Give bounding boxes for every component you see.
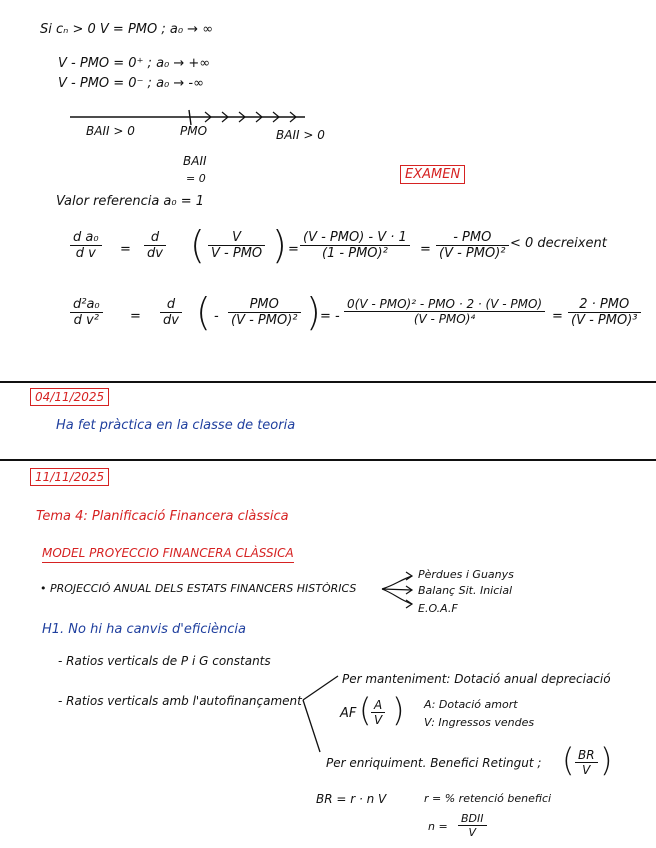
baii-value: = 0 [186, 172, 206, 185]
axis-right-label: BAII > 0 [276, 128, 325, 142]
ratio-autofin: - Ratios verticals amb l'autofinançament [58, 694, 302, 708]
model-title: MODEL PROYECCIO FINANCERA CLÀSSICA [42, 546, 294, 563]
branch-pyg: Pèrdues i Guanys [418, 568, 514, 581]
maintenance-line: Per manteniment: Dotació anual depreciació [342, 672, 611, 686]
af-label: AF [340, 706, 357, 721]
ratio-pyg: - Ratios verticals de P i G constants [58, 654, 271, 668]
eq1-equals-2: = [288, 242, 299, 257]
topic-title: Tema 4: Planificació Financera clàssica [36, 509, 289, 524]
date-tag-2: 11/11/2025 [30, 468, 109, 486]
af-fraction: $\frac{A}{V}$ [371, 698, 385, 727]
eq2-minus: - [214, 309, 219, 324]
br-open-paren: ( [562, 741, 575, 779]
exam-tag: EXAMEN [400, 165, 465, 184]
date-tag-1: 04/11/2025 [30, 388, 109, 406]
eq2-close-paren: ) [306, 290, 321, 334]
eq2-lhs: $\frac{\text{d²a₀}}{\text{d v²}}$ [70, 297, 103, 328]
eq2-step: 0(V - PMO)² - PMO · 2 · (V - PMO) (V - PMO)⁴ [344, 297, 545, 326]
limit-minus-line: V - PMO = 0⁻ ; a₀ → -∞ [58, 76, 204, 91]
branch-eoaf: E.O.A.F [418, 602, 458, 615]
eq1-result: - PMO (V - PMO)² [436, 230, 509, 261]
a-definition: A: Dotació amort [424, 698, 518, 711]
eq2-inner: PMO (V - PMO)² [228, 297, 301, 328]
eq1-lhs: $\frac{\text{d a₀}}{\text{d v}}$ [70, 230, 102, 261]
eq2-open-paren: ( [196, 290, 211, 334]
br-fraction: $\frac{BR}{V}$ [575, 748, 598, 777]
hypothesis-h1: H1. No hi ha canvis d'eficiència [42, 622, 246, 637]
axis-mid-label: PMO [180, 124, 208, 138]
eq2-equals-1: = [130, 309, 141, 324]
v-definition: V: Ingressos vendes [424, 716, 535, 729]
n-fraction: BDII V [458, 812, 487, 839]
eq2-equals-2: = [552, 309, 563, 324]
condition-line: Si cₙ > 0 V = PMO ; a₀ → ∞ [40, 22, 214, 37]
eq1-equals-1: = [120, 242, 131, 257]
enrichment-line: Per enriquiment. Benefici Retingut ; [326, 756, 542, 770]
af-close-paren: ) [392, 691, 405, 729]
limit-plus-line: V - PMO = 0⁺ ; a₀ → +∞ [58, 56, 211, 71]
practice-note: Ha fet pràctica en la classe de teoria [56, 418, 296, 433]
axis-left-label: BAII > 0 [86, 124, 135, 138]
reference-value: Valor referencia a₀ = 1 [56, 194, 205, 209]
branch-balance: Balanç Sit. Inicial [418, 584, 513, 597]
eq1-close-paren: ) [272, 223, 287, 267]
eq2-result: 2 · PMO (V - PMO)³ [568, 297, 641, 328]
eq1-inner: V V - PMO [208, 230, 265, 261]
divider-2 [0, 459, 656, 461]
eq1-step: (V - PMO) - V · 1 (1 - PMO)² [300, 230, 410, 261]
af-open-paren: ( [359, 691, 372, 729]
br-equation: BR = r · n V [316, 792, 387, 806]
br-close-paren: ) [600, 741, 613, 779]
divider-1 [0, 381, 656, 383]
eq2-derivative: $\frac{d}{dv}$ [160, 297, 182, 328]
eq2-mid: = - [320, 309, 340, 324]
eq1-equals-3: = [420, 242, 431, 257]
eq1-tail: < 0 decreixent [510, 236, 607, 251]
r-definition: r = % retenció benefici [424, 792, 552, 805]
eq1-open-paren: ( [190, 223, 205, 267]
projection-bullet: • PROJECCIÓ ANUAL DELS ESTATS FINANCERS HISTÒRICS [40, 582, 357, 595]
n-lhs: n = [428, 820, 448, 833]
baii-label: BAII [183, 154, 207, 168]
eq1-derivative: $\frac{d}{dv}$ [144, 230, 166, 261]
